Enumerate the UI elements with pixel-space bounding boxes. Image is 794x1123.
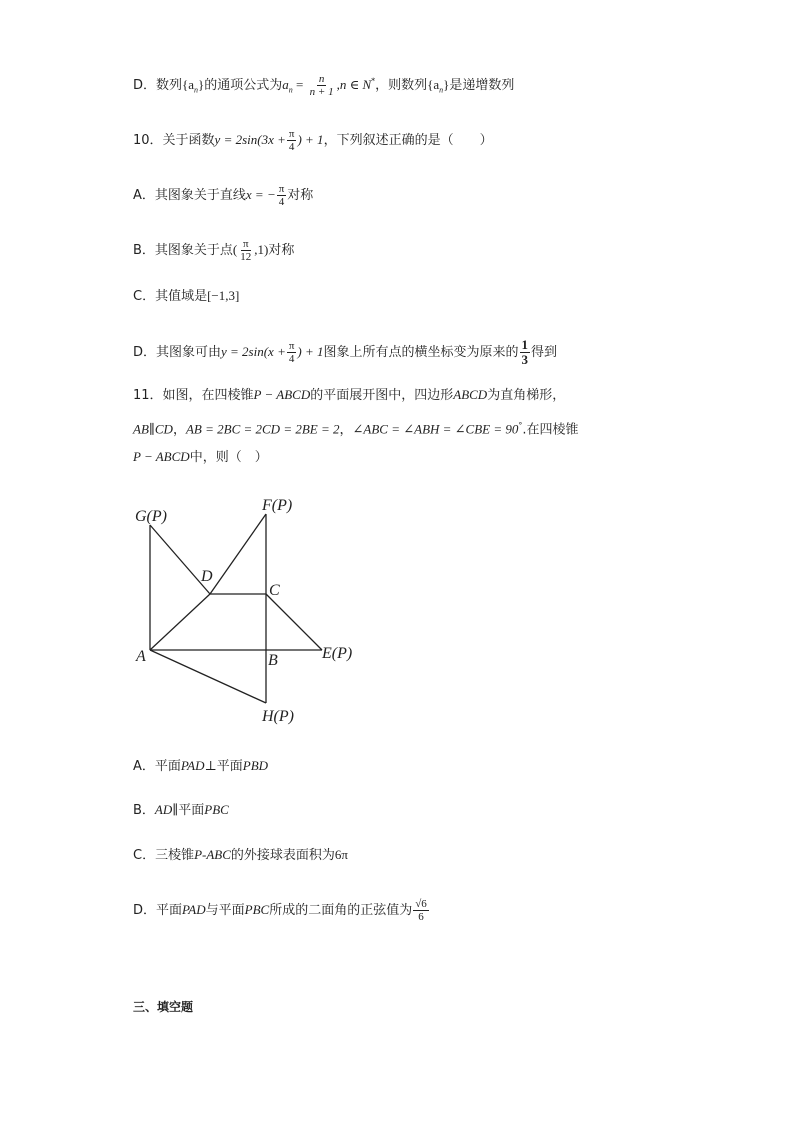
- q10-option-a: A．其图象关于直线x = − $\frac{\pi}{4}$ 对称: [133, 183, 314, 208]
- fraction: $\frac{n}{n + 1}$: [309, 73, 334, 98]
- label-B: B: [268, 652, 278, 669]
- edge-GD: [150, 525, 210, 594]
- q11-option-c: C．三棱锥P-ABC的外接球表面积为6π: [133, 847, 348, 863]
- q11-stem-line2: AB∥CD，AB = 2BC = 2CD = 2BE = 2，∠ABC = ∠ABH = ∠CBE = 90°.在四棱锥: [133, 421, 579, 438]
- edge-DF: [210, 514, 266, 594]
- edge-CE: [266, 594, 322, 650]
- label-D: D: [201, 568, 213, 585]
- q10-option-c: C．其值域是[−1,3]: [133, 288, 240, 304]
- edge-AH: [150, 650, 266, 703]
- label-E: E(P): [322, 645, 353, 662]
- q10-option-d: D．其图象可由y = 2sin(x + $\frac{\pi}{4}$ ) + 1图象上所有点的横坐标变为原来的 $\frac{1}{3}$ 得到: [133, 337, 558, 367]
- label-A: A: [136, 648, 146, 665]
- label-F: F(P): [262, 497, 293, 514]
- label-G: G(P): [135, 508, 167, 525]
- q11-option-d: D．平面PAD与平面PBC所成的二面角的正弦值为 $\frac{√6}{6}$: [133, 898, 427, 923]
- q10-stem: 10．关于函数y = 2sin(3x + $\frac{\pi}{4}$ ) + 1，下列叙述正确的是（ ）: [133, 128, 493, 153]
- label-H: H(P): [262, 708, 294, 725]
- q11-option-b: B．AD∥平面PBC: [133, 802, 229, 818]
- label-C: C: [269, 582, 280, 599]
- q11-option-a: A．平面PAD⊥平面PBD: [133, 758, 269, 774]
- q9-option-d: D．数列$\{a_n\}$的通项公式为$a_n$ = $\frac{n}{n + 1}$ ,n ∈ N*，则数列$\{a_n\}$是递增数列: [133, 73, 515, 98]
- q11-stem-line1: 11．如图，在四棱锥P − ABCD的平面展开图中，四边形ABCD为直角梯形，: [133, 387, 566, 403]
- figure-lines: [150, 514, 322, 703]
- q10-option-b: B．其图象关于点( $\frac{\pi}{12}$ ,1)对称: [133, 238, 295, 263]
- q11-stem-line3: P − ABCD中，则（ ）: [133, 449, 268, 465]
- edge-AD: [150, 594, 210, 650]
- section-heading-fill-in: 三、填空题: [133, 1000, 194, 1014]
